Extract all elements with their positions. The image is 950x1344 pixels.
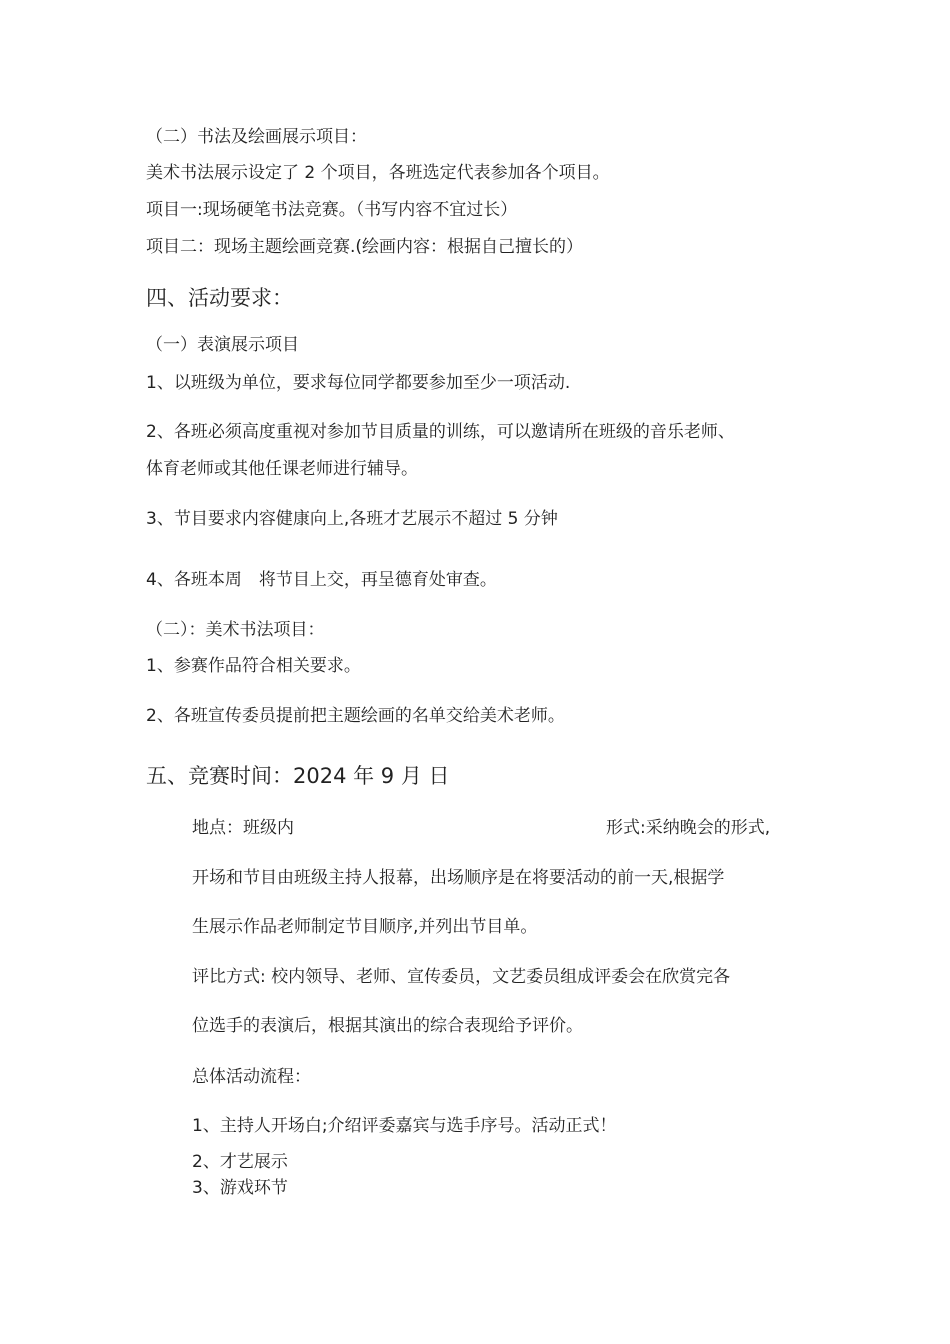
format-text: 形式:采纳晚会的形式, [606,818,771,838]
subsection-title-art: （二）：美术书法项目： [146,620,325,640]
subsection-title-performance: （一）表演展示项目 [146,335,299,355]
flow-step-3: 3、游戏环节 [192,1178,288,1198]
judging-line-2: 位选手的表演后，根据其演出的综合表现给予评价。 [192,1016,583,1036]
requirement-2-line-2: 体育老师或其他任课老师进行辅导。 [146,459,418,479]
section-title-requirements: 四、活动要求： [146,286,293,310]
list-item-project-1: 项目一:现场硬笔书法竞赛。（书写内容不宜过长） [146,200,518,220]
list-item-project-2: 项目二：现场主题绘画竞赛.(绘画内容：根据自己擅长的） [146,237,584,257]
art-requirement-1: 1、参赛作品符合相关要求。 [146,656,361,676]
flow-step-1: 1、主持人开场白;介绍评委嘉宾与选手序号。活动正式！ [192,1116,617,1136]
order-line-1: 开场和节目由班级主持人报幕，出场顺序是在将要活动的前一天,根据学 [192,868,725,888]
art-requirement-2: 2、各班宣传委员提前把主题绘画的名单交给美术老师。 [146,706,565,726]
requirement-2-line-1: 2、各班必须高度重视对参加节目质量的训练，可以邀请所在班级的音乐老师、 [146,422,735,442]
requirement-3: 3、节目要求内容健康向上,各班才艺展示不超过 5 分钟 [146,509,558,529]
flow-title: 总体活动流程： [192,1067,311,1087]
location-text: 地点：班级内 [192,818,294,838]
flow-step-2: 2、才艺展示 [192,1152,288,1172]
requirement-4: 4、各班本周 将节目上交，再呈德育处审查。 [146,570,497,590]
requirement-1: 1、以班级为单位，要求每位同学都要参加至少一项活动. [146,373,571,393]
order-line-2: 生展示作品老师制定节目顺序,并列出节目单。 [192,917,538,937]
paragraph-art-intro: 美术书法展示设定了 2 个项目，各班选定代表参加各个项目。 [146,163,610,183]
judging-line-1: 评比方式: 校内领导、老师、宣传委员，文艺委员组成评委会在欣赏完各 [192,967,731,987]
subsection-title-calligraphy: （二）书法及绘画展示项目： [146,127,367,147]
section-title-schedule: 五、竞赛时间：2024 年 9 月 日 [146,764,450,788]
